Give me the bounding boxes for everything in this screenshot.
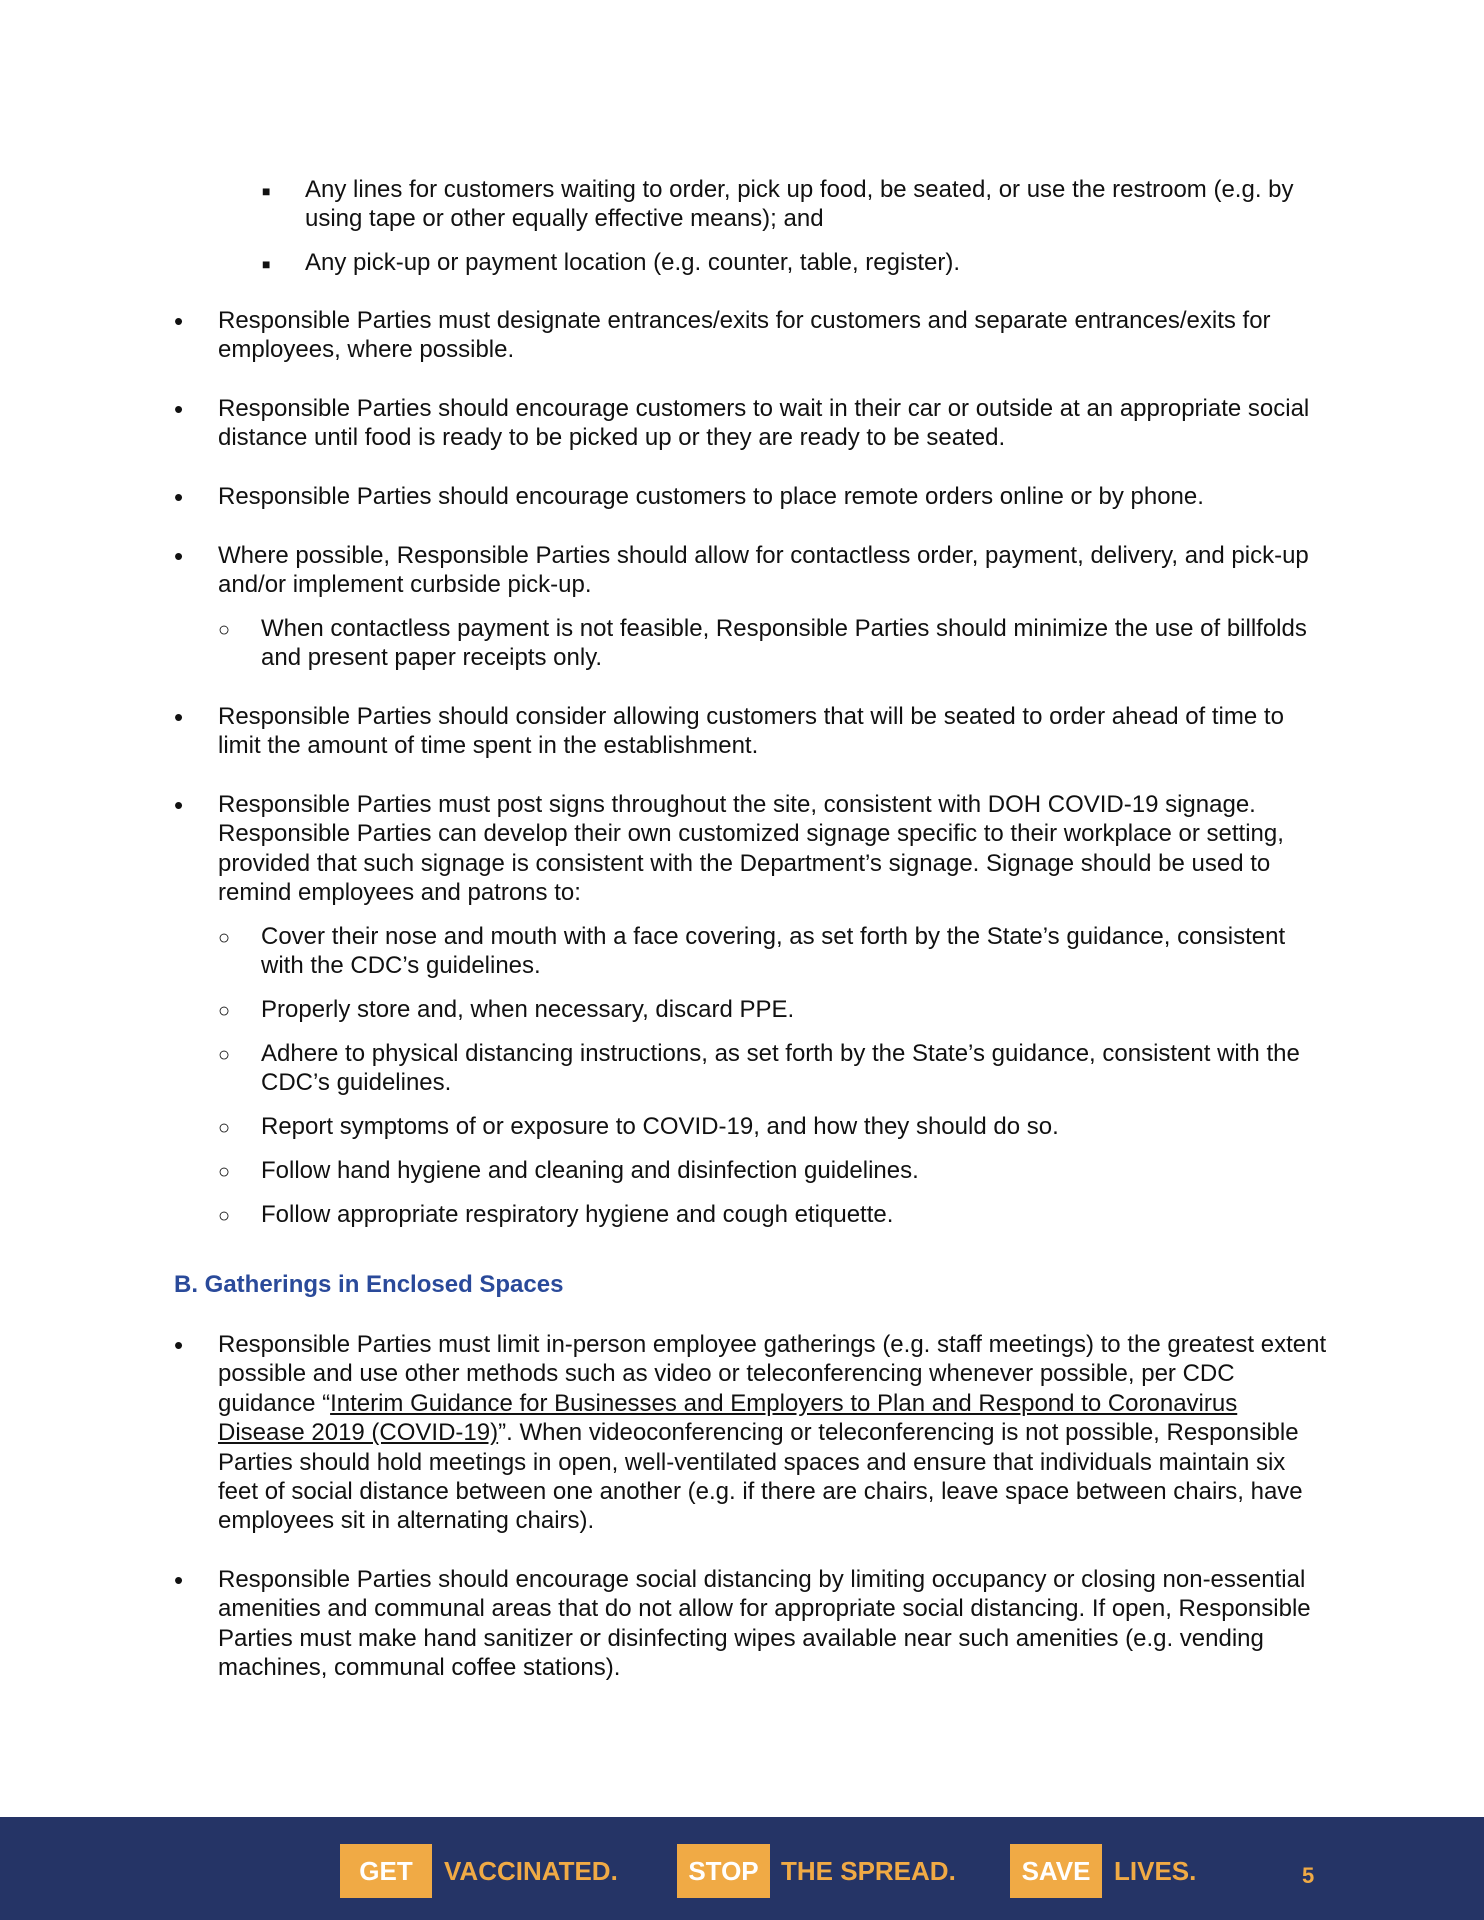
section-heading: B. Gatherings in Enclosed Spaces [174,1271,564,1298]
list-item: Follow hand hygiene and cleaning and disinfection guidelines. [261,1157,919,1184]
list-item: Responsible Parties should encourage customers to wait in their car or outside at an appropriate social distance until food is ready to be picked up or they are ready to be seated. [218,395,1310,452]
list-item: When contactless payment is not feasible, Responsible Parties should minimize the use of billfolds and present paper receipts only. [261,615,1307,672]
circle-bullet-icon: ○ [218,1000,231,1022]
slogan-text: LIVES. [1114,1856,1197,1886]
bullet-icon: • [174,482,184,512]
bullet-icon: • [174,394,184,424]
list-item: Adhere to physical distancing instructions, as set forth by the State’s guidance, consistent with the CDC’s guidelines. [261,1040,1300,1097]
square-bullet-icon: ■ [262,183,271,199]
list-item: Responsible Parties must designate entrances/exits for customers and separate entrances/exits for employees, where possible. [218,307,1271,364]
bullet-icon: • [174,1330,184,1360]
footer-banner [0,1817,1484,1920]
circle-bullet-icon: ○ [218,927,231,949]
list-item: Responsible Parties must post signs throughout the site, consistent with DOH COVID-19 signage. Responsible Parties can develop their own customized signage specific to their workplace or setting, provided that such signage is consistent with the Department’s signage. Signage should be used to remind employees and patrons to: [218,791,1284,907]
bullet-icon: • [174,702,184,732]
list-item: Cover their nose and mouth with a face covering, as set forth by the State’s guidance, consistent with the CDC’s guidelines. [261,923,1286,980]
page-number: 5 [1302,1863,1315,1888]
bullet-icon: • [174,1565,184,1595]
slogan-pill: STOP [677,1844,770,1898]
list-item-text: ”. When videoconferencing or teleconferencing is not possible, Responsible Parties should hold meetings in open, well-ventilated spaces and ensure that individuals maintain six feet of social distance between one another (e.g. if there are chairs, leave space between chairs, have employees sit in alternating chairs). [218,1419,1303,1535]
slogan-pill: SAVE [1010,1844,1102,1898]
list-item: Any pick-up or payment location (e.g. counter, table, register). [305,249,960,276]
circle-bullet-icon: ○ [218,619,231,641]
slogan-text: THE SPREAD. [781,1856,956,1886]
list-item: Properly store and, when necessary, discard PPE. [261,996,795,1023]
list-item: Follow appropriate respiratory hygiene and cough etiquette. [261,1201,894,1228]
list-item-text: Responsible Parties must limit in-person employee gatherings (e.g. staff meetings) to the greatest extent possible and use other methods such as video or teleconferencing whenever possible, per CDC guidance “ [218,1331,1327,1417]
slogan-pill: GET [340,1844,432,1898]
bullet-icon: • [174,541,184,571]
cdc-guidance-link[interactable]: Interim Guidance for Businesses and Employers to Plan and Respond to Coronavirus Disease 2019 (COVID-19) [218,1389,1238,1447]
list-item [218,1330,1328,1536]
circle-bullet-icon: ○ [218,1117,231,1139]
list-item: Any lines for customers waiting to order, pick up food, be seated, or use the restroom (e.g. by using tape or other equally effective means); and [305,176,1294,233]
bullet-icon: • [174,790,184,820]
list-item: Where possible, Responsible Parties should allow for contactless order, payment, delivery, and pick-up and/or implement curbside pick-up. [218,542,1309,599]
list-item: Report symptoms of or exposure to COVID-19, and how they should do so. [261,1113,1059,1140]
circle-bullet-icon: ○ [218,1044,231,1066]
slogan-text: VACCINATED. [444,1856,618,1886]
circle-bullet-icon: ○ [218,1161,231,1183]
square-bullet-icon: ■ [262,256,271,272]
list-item: Responsible Parties should encourage customers to place remote orders online or by phone. [218,483,1204,510]
circle-bullet-icon: ○ [218,1205,231,1227]
list-item: Responsible Parties should encourage social distancing by limiting occupancy or closing non-essential amenities and communal areas that do not allow for appropriate social distancing. If open, Responsible Parties must make hand sanitizer or disinfecting wipes available near such amenities (e.g. vending machines, communal coffee stations). [218,1566,1311,1682]
list-item: Responsible Parties should consider allowing customers that will be seated to order ahead of time to limit the amount of time spent in the establishment. [218,703,1284,760]
bullet-icon: • [174,306,184,336]
